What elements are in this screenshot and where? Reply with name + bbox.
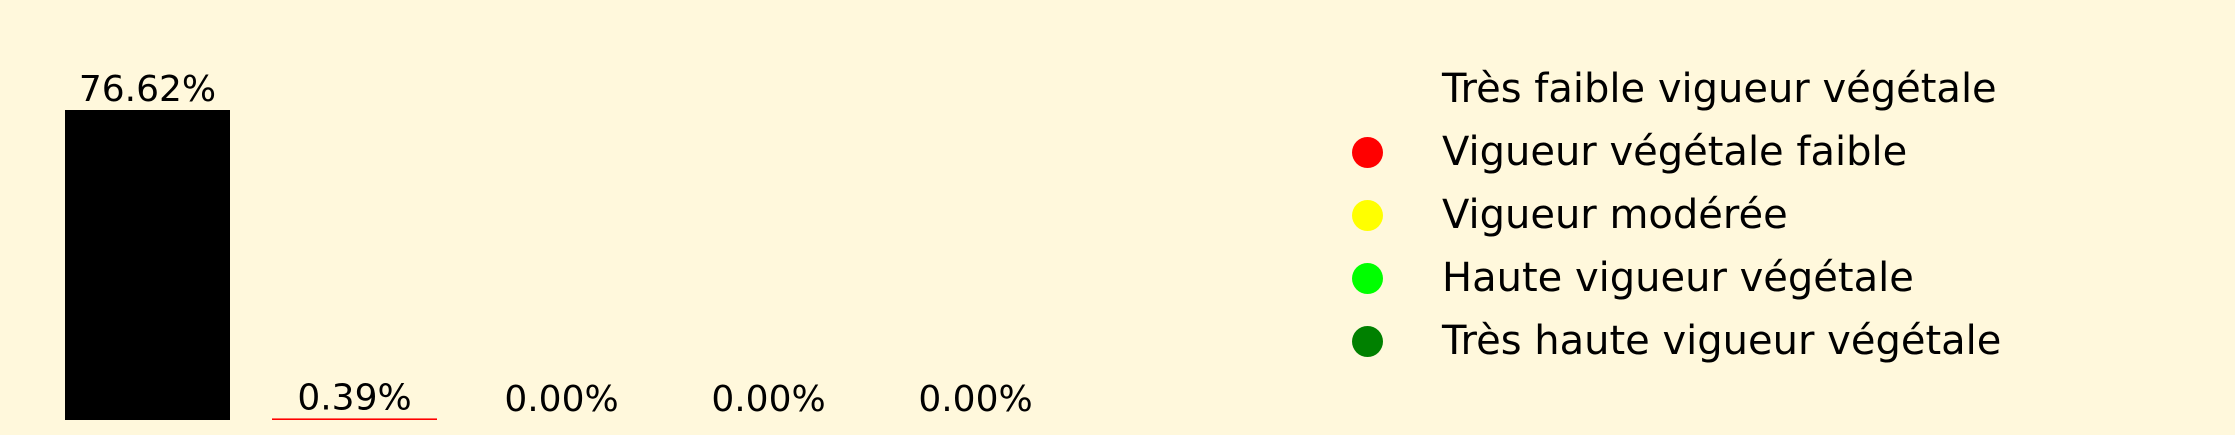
legend-item	[1340, 58, 2200, 121]
bars-group	[65, 110, 437, 420]
legend-marker	[1352, 137, 1383, 168]
bar-value-label: 0.00%	[504, 379, 619, 420]
legend-item	[1340, 247, 2200, 310]
legend-label: Vigueur modérée	[1442, 192, 1788, 238]
bar-value-label: 76.62%	[78, 69, 217, 110]
bar-value-label: 0.39%	[297, 377, 412, 419]
legend	[1340, 58, 2200, 373]
legend-marker	[1352, 200, 1383, 231]
bar-value-label: 0.00%	[918, 379, 1033, 420]
legend-label: Haute vigueur végétale	[1442, 255, 1914, 301]
bar	[65, 110, 230, 420]
legend-label: Très faible vigueur végétale	[1442, 66, 1997, 112]
legend-item	[1340, 310, 2200, 373]
bar-value-label: 0.00%	[711, 379, 826, 420]
legend-item	[1340, 121, 2200, 184]
legend-label: Vigueur végétale faible	[1442, 129, 1908, 175]
legend-item	[1340, 184, 2200, 247]
bar	[272, 418, 437, 420]
legend-label: Très haute vigueur végétale	[1442, 318, 2002, 364]
legend-marker	[1352, 326, 1383, 357]
legend-marker	[1352, 263, 1383, 294]
